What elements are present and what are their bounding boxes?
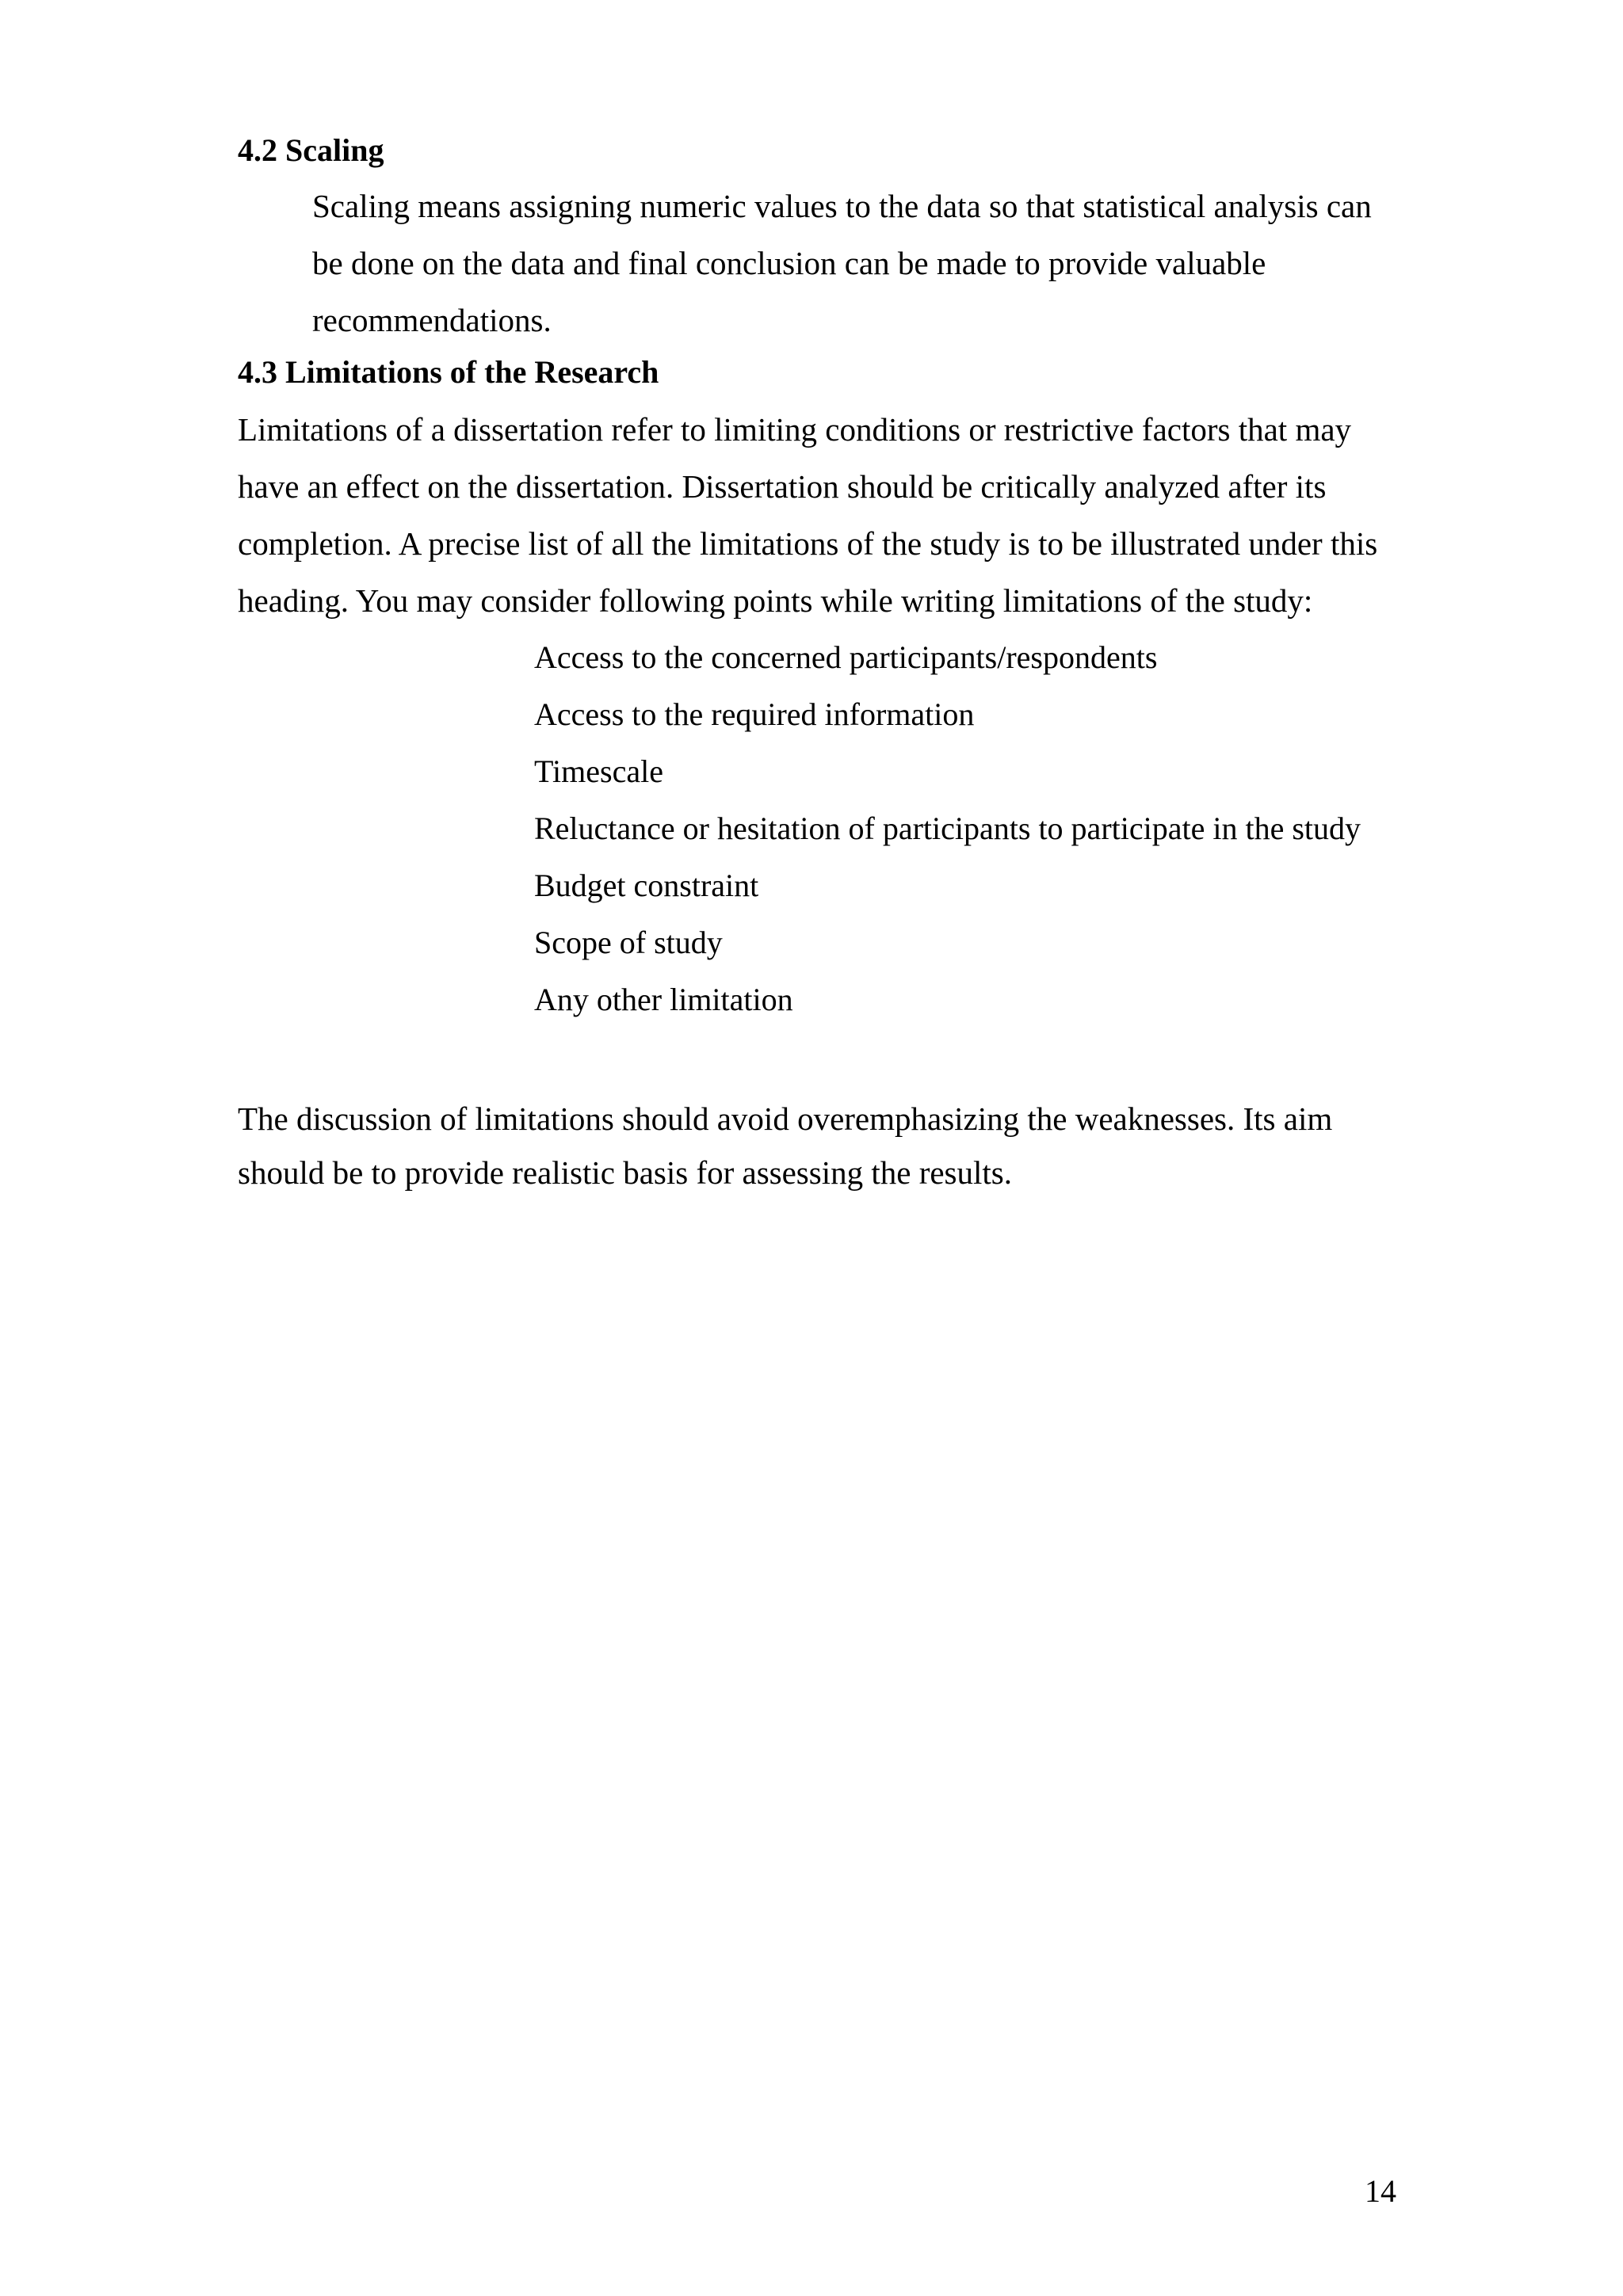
heading-scaling: 4.2 Scaling <box>238 132 384 168</box>
list-item: Reluctance or hesitation of participants to participate in the study <box>534 810 1361 846</box>
list-item: Timescale <box>534 753 663 789</box>
list-item: Any other limitation <box>534 982 793 1017</box>
paragraph-scaling: Scaling means assigning numeric values to the data so that statistical analysis can be done on the data and final conclusion can be made to provide valuable recommendations. <box>312 188 1372 338</box>
page-number: 14 <box>1365 2173 1396 2209</box>
limitations-list <box>534 629 1361 1028</box>
list-item: Access to the concerned participants/respondents <box>534 639 1158 675</box>
heading-limitations: 4.3 Limitations of the Research <box>238 354 659 390</box>
paragraph-closing: The discussion of limitations should avoid overemphasizing the weaknesses. Its aim should be to provide realistic basis for assessing the results. <box>238 1100 1333 1191</box>
list-item: Access to the required information <box>534 696 975 732</box>
paragraph-limitations: Limitations of a dissertation refer to limiting conditions or restrictive factors that may have an effect on the dissertation. Dissertation should be critically analyzed after its completion. A precise list of all the limitations of the study is to be illustrated under this heading. You may consider following points while writing limitations of the study: <box>238 411 1378 619</box>
list-item: Budget constraint <box>534 868 759 903</box>
list-item: Scope of study <box>534 925 723 960</box>
